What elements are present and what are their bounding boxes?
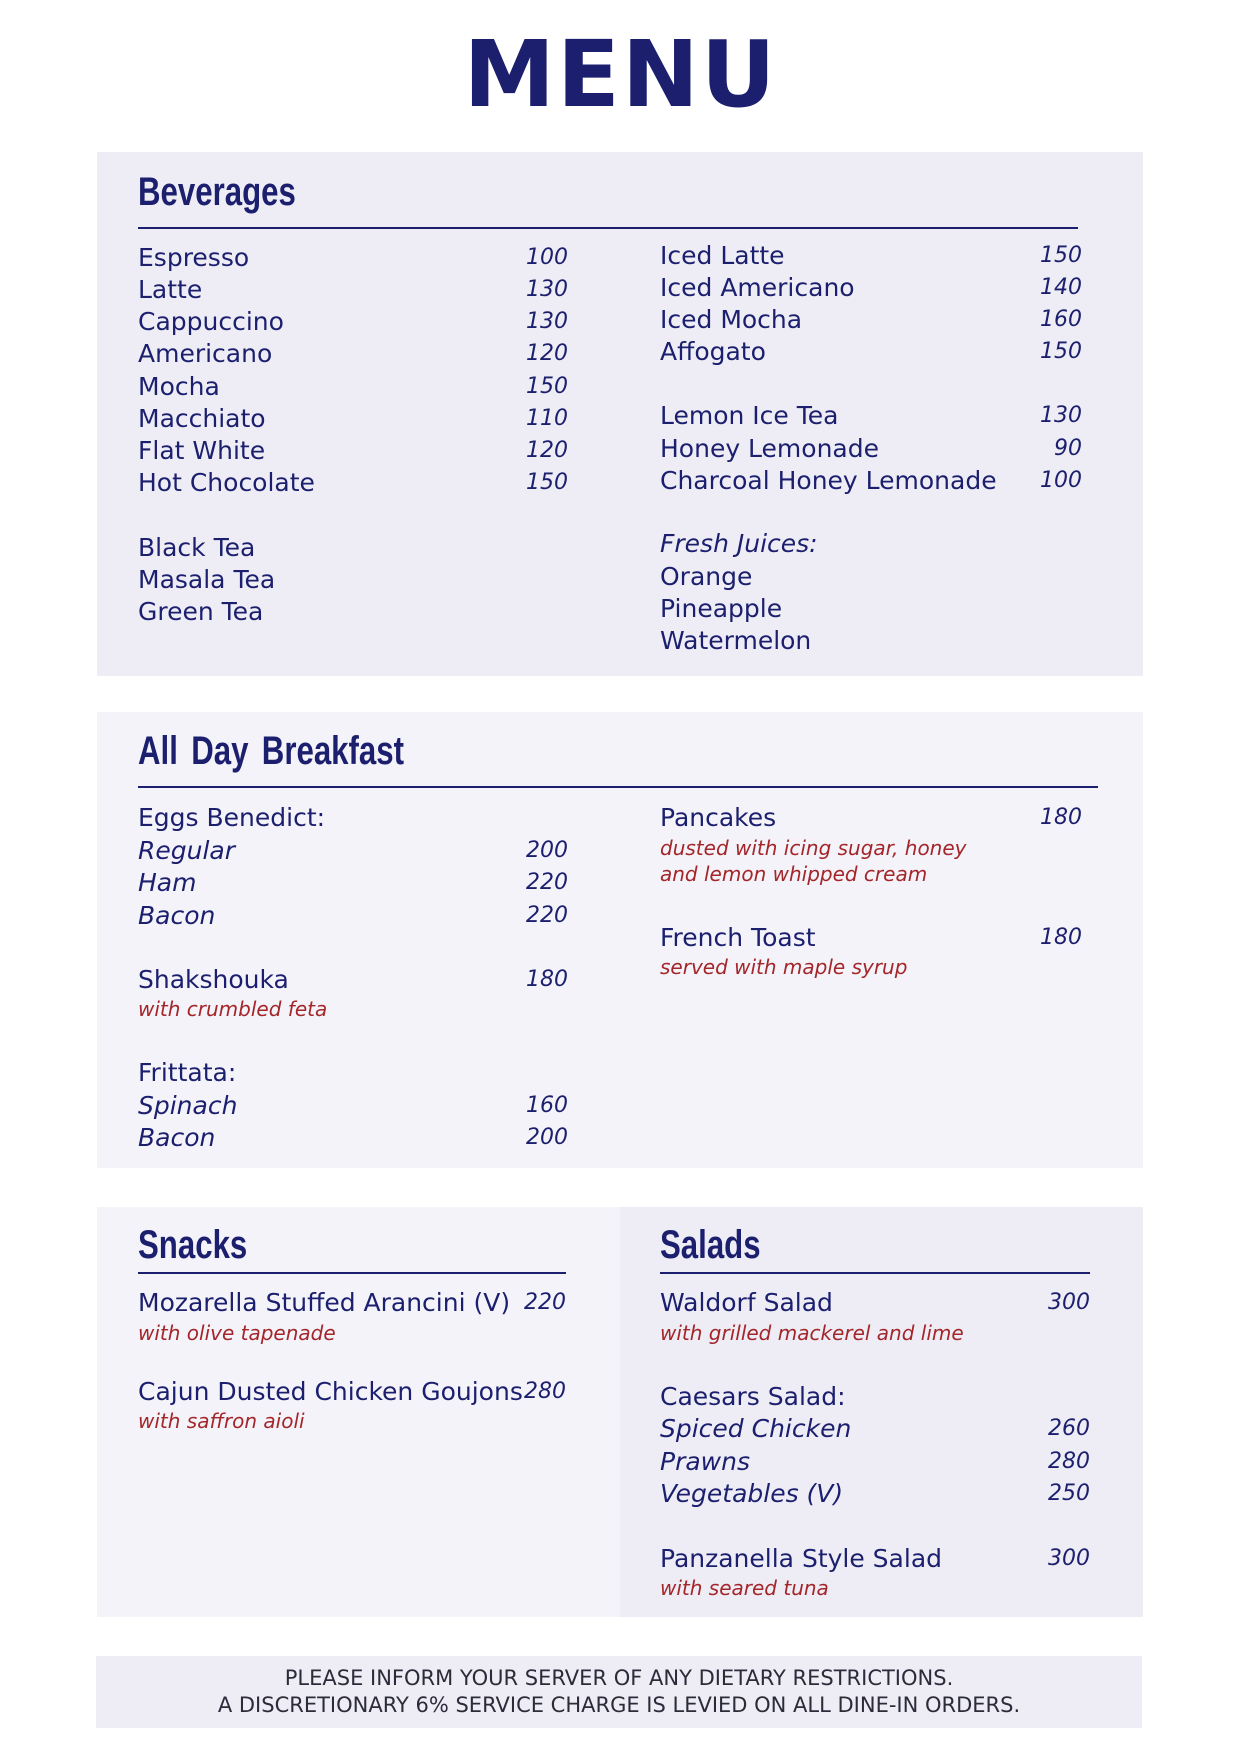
- item-name: Iced Americano: [660, 273, 855, 302]
- item-price: 280: [524, 1379, 566, 1404]
- menu-item-pancakes: [660, 802, 1082, 834]
- item-price: 130: [1040, 403, 1082, 428]
- snacks-heading: Snacks: [138, 1223, 248, 1267]
- menu-item: [660, 272, 1082, 304]
- menu-item-fr-spinach: [138, 1090, 568, 1122]
- item-name: Lemon Ice Tea: [660, 401, 839, 430]
- item-price: 140: [1040, 275, 1082, 300]
- salads-rule: [660, 1272, 1090, 1274]
- item-name: Eggs Benedict:: [138, 803, 326, 832]
- item-name: Panzanella Style Salad: [660, 1544, 943, 1573]
- item-name: Green Tea: [138, 597, 264, 626]
- item-description: dusted with icing sugar, honey: [660, 836, 967, 860]
- item-name: Espresso: [138, 243, 250, 272]
- snacks-rule: [138, 1272, 566, 1274]
- menu-item: [660, 336, 1082, 368]
- menu-item: [138, 242, 568, 274]
- menu-item: [660, 625, 1082, 657]
- menu-item: [138, 338, 568, 370]
- item-name: Hot Chocolate: [138, 468, 315, 497]
- item-price: 110: [526, 406, 568, 431]
- menu-item-shakshouka: [138, 964, 568, 996]
- item-name: Bacon: [138, 1123, 216, 1152]
- item-name: Bacon: [138, 901, 216, 930]
- item-price: 220: [526, 903, 568, 928]
- item-name: French Toast: [660, 923, 816, 952]
- item-name: Spinach: [138, 1091, 238, 1120]
- item-name: Flat White: [138, 436, 266, 465]
- menu-item-eb-bacon: [138, 900, 568, 932]
- item-description: with crumbled feta: [138, 997, 328, 1021]
- item-name: Black Tea: [138, 533, 256, 562]
- item-price: 180: [1040, 805, 1082, 830]
- item-name: Americano: [138, 339, 273, 368]
- item-price: 200: [526, 838, 568, 863]
- menu-item: [660, 304, 1082, 336]
- menu-item: [138, 435, 568, 467]
- item-price: 150: [1040, 339, 1082, 364]
- item-price: 280: [1048, 1449, 1090, 1474]
- menu-title: MENU: [463, 21, 778, 128]
- item-price: 180: [1040, 925, 1082, 950]
- menu-item-frittata: [138, 1057, 568, 1089]
- item-price: 150: [526, 374, 568, 399]
- item-price: 180: [526, 967, 568, 992]
- menu-item-fr-bacon: [138, 1122, 568, 1154]
- item-name: Latte: [138, 275, 203, 304]
- menu-item-cs-prawns: [660, 1446, 1090, 1478]
- item-name: Honey Lemonade: [660, 434, 879, 463]
- item-price: 250: [1048, 1481, 1090, 1506]
- beverages-rule: [138, 227, 1078, 229]
- item-price: 150: [1040, 243, 1082, 268]
- salads-heading: Salads: [660, 1223, 761, 1267]
- item-description: and lemon whipped cream: [660, 862, 928, 886]
- item-name: Regular: [138, 836, 236, 865]
- item-price: 300: [1048, 1546, 1090, 1571]
- menu-item-cs-vegetables: [660, 1478, 1090, 1510]
- item-price: 160: [526, 1093, 568, 1118]
- item-name: Charcoal Honey Lemonade: [660, 466, 997, 495]
- menu-item: [660, 240, 1082, 272]
- menu-item-caesars: [660, 1381, 1090, 1413]
- menu-item: [660, 593, 1082, 625]
- item-description: with seared tuna: [660, 1576, 829, 1600]
- item-price: 90: [1054, 436, 1082, 461]
- item-name: Fresh Juices:: [660, 529, 818, 558]
- menu-item: [660, 400, 1082, 432]
- item-name: Macchiato: [138, 404, 266, 433]
- menu-item: [138, 371, 568, 403]
- menu-item: [138, 403, 568, 435]
- item-name: Pancakes: [660, 803, 777, 832]
- menu-item-waldorf: [660, 1287, 1090, 1319]
- item-price: 220: [526, 870, 568, 895]
- menu-item: [660, 433, 1082, 465]
- item-price: 260: [1048, 1416, 1090, 1441]
- item-description: served with maple syrup: [660, 955, 908, 979]
- menu-item: [138, 467, 568, 499]
- item-name: Masala Tea: [138, 565, 276, 594]
- item-price: 220: [524, 1290, 566, 1315]
- item-name: Mozarella Stuffed Arancini (V): [138, 1288, 511, 1317]
- item-price: 150: [526, 470, 568, 495]
- item-price: 120: [526, 341, 568, 366]
- menu-item-goujons: [138, 1376, 566, 1408]
- menu-item-cs-chicken: [660, 1413, 1090, 1445]
- item-name: Prawns: [660, 1447, 750, 1476]
- menu-item: [138, 306, 568, 338]
- item-name: Affogato: [660, 337, 766, 366]
- footer-line-dietary: PLEASE INFORM YOUR SERVER OF ANY DIETARY RESTRICTIONS.: [284, 1666, 954, 1690]
- item-description: with olive tapenade: [138, 1321, 336, 1345]
- menu-item-arancini: [138, 1287, 566, 1319]
- menu-item: [138, 596, 568, 628]
- item-name: Caesars Salad:: [660, 1382, 846, 1411]
- item-name: Waldorf Salad: [660, 1288, 833, 1317]
- item-name: Frittata:: [138, 1058, 237, 1087]
- item-price: 300: [1048, 1290, 1090, 1315]
- item-price: 130: [526, 277, 568, 302]
- item-description: with saffron aioli: [138, 1409, 305, 1433]
- menu-item: [660, 528, 1082, 560]
- footer-notice: [96, 1656, 1142, 1728]
- menu-item-panzanella: [660, 1543, 1090, 1575]
- item-name: Cappuccino: [138, 307, 284, 336]
- menu-item: [660, 561, 1082, 593]
- breakfast-heading: All Day Breakfast: [138, 729, 405, 773]
- breakfast-rule: [138, 786, 1098, 788]
- menu-item: [138, 274, 568, 306]
- item-name: Iced Latte: [660, 241, 785, 270]
- item-price: 120: [526, 438, 568, 463]
- item-name: Shakshouka: [138, 965, 289, 994]
- item-price: 100: [1040, 468, 1082, 493]
- item-name: Watermelon: [660, 626, 812, 655]
- menu-item: [138, 532, 568, 564]
- item-price: 200: [526, 1125, 568, 1150]
- menu-item-eggs-benedict: [138, 802, 568, 834]
- menu-item-french-toast: [660, 922, 1082, 954]
- menu-item-eb-regular: [138, 835, 568, 867]
- item-name: Ham: [138, 868, 197, 897]
- item-name: Spiced Chicken: [660, 1414, 852, 1443]
- item-price: 130: [526, 309, 568, 334]
- item-name: Mocha: [138, 372, 220, 401]
- item-name: Vegetables (V): [660, 1479, 844, 1508]
- item-name: Cajun Dusted Chicken Goujons: [138, 1377, 523, 1406]
- item-price: 160: [1040, 307, 1082, 332]
- menu-item: [138, 564, 568, 596]
- item-name: Pineapple: [660, 594, 783, 623]
- item-price: 100: [526, 245, 568, 270]
- item-description: with grilled mackerel and lime: [660, 1321, 964, 1345]
- item-name: Iced Mocha: [660, 305, 803, 334]
- menu-item-eb-ham: [138, 867, 568, 899]
- footer-line-service-charge: A DISCRETIONARY 6% SERVICE CHARGE IS LEVIED ON ALL DINE-IN ORDERS.: [217, 1693, 1021, 1717]
- item-name: Orange: [660, 562, 753, 591]
- beverages-heading: Beverages: [138, 170, 296, 214]
- menu-item: [660, 465, 1082, 497]
